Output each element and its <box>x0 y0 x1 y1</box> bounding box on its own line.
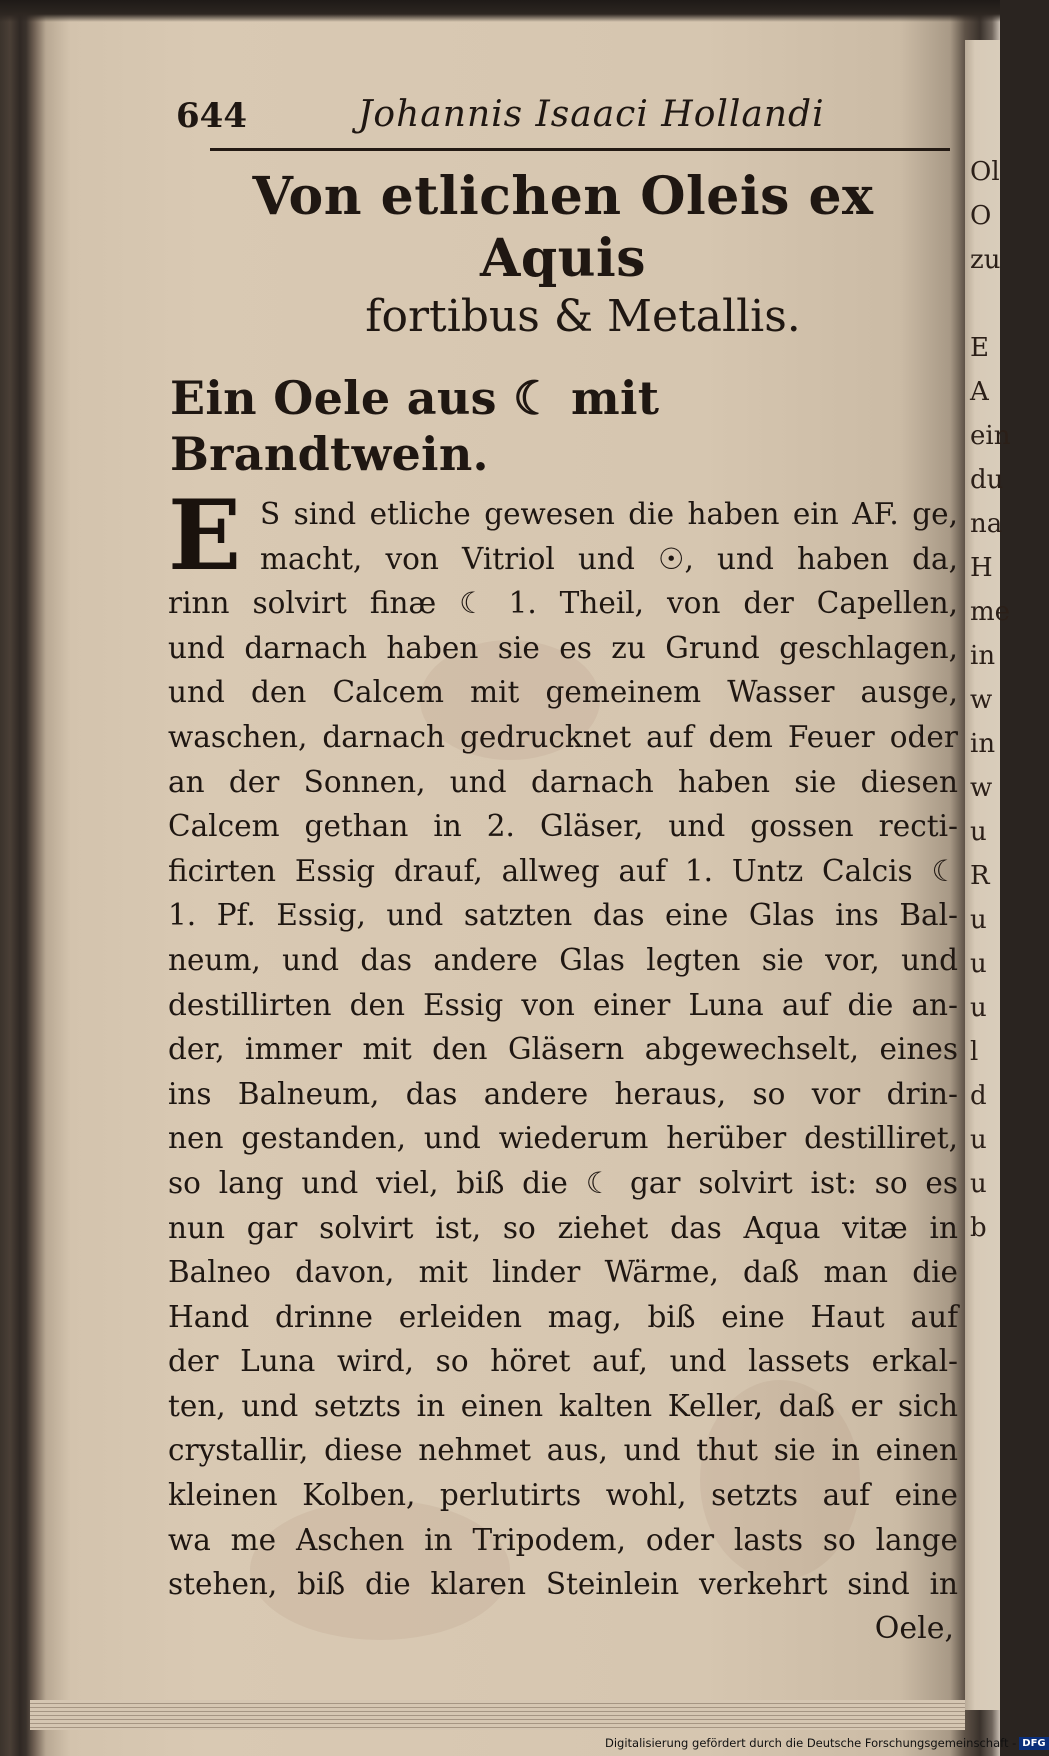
adjacent-page-fragment: u <box>970 817 987 847</box>
digitization-credit <box>605 1736 1049 1750</box>
text-line: der Luna wird, so höret auf, und lassets erkal- <box>168 1344 958 1379</box>
text-line: so lang und viel, biß die ☾ gar solvirt ist: so es <box>168 1165 958 1200</box>
text-line: nen gestanden, und wiederum herüber destilliret, <box>168 1121 958 1156</box>
text-line: crystallir, diese nehmet aus, und thut sie in einen <box>168 1433 958 1468</box>
text-line: an der Sonnen, und darnach haben sie diesen <box>168 764 958 799</box>
adjacent-page-fragment: w <box>970 773 993 803</box>
adjacent-page-fragment: O <box>970 201 992 231</box>
drop-cap: E <box>168 479 242 592</box>
adjacent-page-fragment: H <box>970 553 993 583</box>
adjacent-page-fragment: b <box>970 1213 987 1243</box>
text-line: 1. Pf. Essig, und satzten das eine Glas ins Bal- <box>168 898 958 933</box>
adjacent-page-fragment: u <box>970 905 987 935</box>
text-line: ten, und setzts in einen kalten Keller, daß er sich <box>168 1388 958 1423</box>
text-line: Hand drinne erleiden mag, biß eine Haut auf <box>168 1299 958 1334</box>
running-title: Johannis Isaaci Hollandi <box>358 94 825 135</box>
adjacent-page-fragment: d <box>970 1081 987 1111</box>
text-line: S sind etliche gewesen die haben ein AF. ge, <box>260 497 958 531</box>
dfg-logo-badge: DFG <box>1019 1737 1048 1750</box>
adjacent-page-fragment: E <box>970 333 989 363</box>
adjacent-page-fragment: A <box>970 377 989 407</box>
text-line: macht, von Vitriol und ☉, und haben da, <box>260 541 958 576</box>
adjacent-page-fragment: w <box>970 685 993 715</box>
text-line: Balneo davon, mit linder Wärme, daß man die <box>168 1255 958 1290</box>
adjacent-page-fragment <box>970 282 1000 326</box>
page-edges-bottom <box>30 1700 965 1730</box>
section-title-line-1: Von etlichen Oleis ex Aquis <box>252 166 874 289</box>
text-block <box>168 92 958 1651</box>
adjacent-page-fragment: zu <box>970 245 1001 275</box>
adjacent-page-fragment: R <box>970 861 990 891</box>
recipe-title: Ein Oele aus ☾ mit Brandtwein. <box>170 371 660 481</box>
text-line: ficirten Essig drauf, allweg auf 1. Untz Calcis ☾ <box>168 853 958 888</box>
adjacent-page-fragment: u <box>970 1125 987 1155</box>
adjacent-page-text-fragments <box>970 150 1011 1250</box>
text-line: Calcem gethan in 2. Gläser, und gossen recti- <box>168 809 958 844</box>
page-number: 644 <box>176 96 247 136</box>
header-rule <box>210 148 950 151</box>
adjacent-page-fragment: ein <box>970 421 1011 451</box>
text-line: ins Balneum, das andere heraus, so vor drin- <box>168 1076 958 1111</box>
adjacent-page-fragment: u <box>970 1169 987 1199</box>
adjacent-page-fragment: u <box>970 949 987 979</box>
text-line: und den Calcem mit gemeinem Wasser ausge, <box>168 675 958 710</box>
adjacent-page-fragment: du <box>970 465 1004 495</box>
text-line: der, immer mit den Gläsern abgewechselt, eines <box>168 1032 958 1067</box>
adjacent-page-fragment: u <box>970 993 987 1023</box>
section-title-line-2: fortibus & Metallis. <box>365 291 801 342</box>
text-line: neum, und das andere Glas legten sie vor, und <box>168 942 958 977</box>
text-line: destillirten den Essig von einer Luna auf die an- <box>168 987 958 1022</box>
section-title <box>168 166 958 344</box>
adjacent-page-fragment: na <box>970 509 1003 539</box>
body-text <box>168 479 958 1651</box>
text-line: kleinen Kolben, perlutirts wohl, setzts auf eine <box>168 1478 958 1513</box>
text-line: rinn solvirt finæ ☾ 1. Theil, von der Capellen, <box>168 586 958 621</box>
adjacent-page-fragment: in <box>970 641 996 671</box>
credit-text: Digitalisierung gefördert durch die Deutsche Forschungsgemeinschaft - <box>605 1736 1017 1750</box>
text-line: wa me Aschen in Tripodem, oder lasts so lange <box>168 1522 958 1557</box>
text-line: waschen, darnach gedrucknet auf dem Feuer oder <box>168 719 958 754</box>
adjacent-page-fragment: Ol <box>970 157 1000 187</box>
catchword: Oele, <box>874 1610 954 1646</box>
text-line: stehen, biß die klaren Steinlein verkehrt sind in <box>168 1567 958 1602</box>
page-header <box>168 92 958 154</box>
adjacent-page-fragment: me <box>970 597 1011 627</box>
text-line: nun gar solvirt ist, so ziehet das Aqua vitæ in <box>168 1210 958 1245</box>
adjacent-page-fragment: in <box>970 729 996 759</box>
text-line: und darnach haben sie es zu Grund geschlagen, <box>168 630 958 665</box>
adjacent-page-fragment: l <box>970 1037 979 1067</box>
